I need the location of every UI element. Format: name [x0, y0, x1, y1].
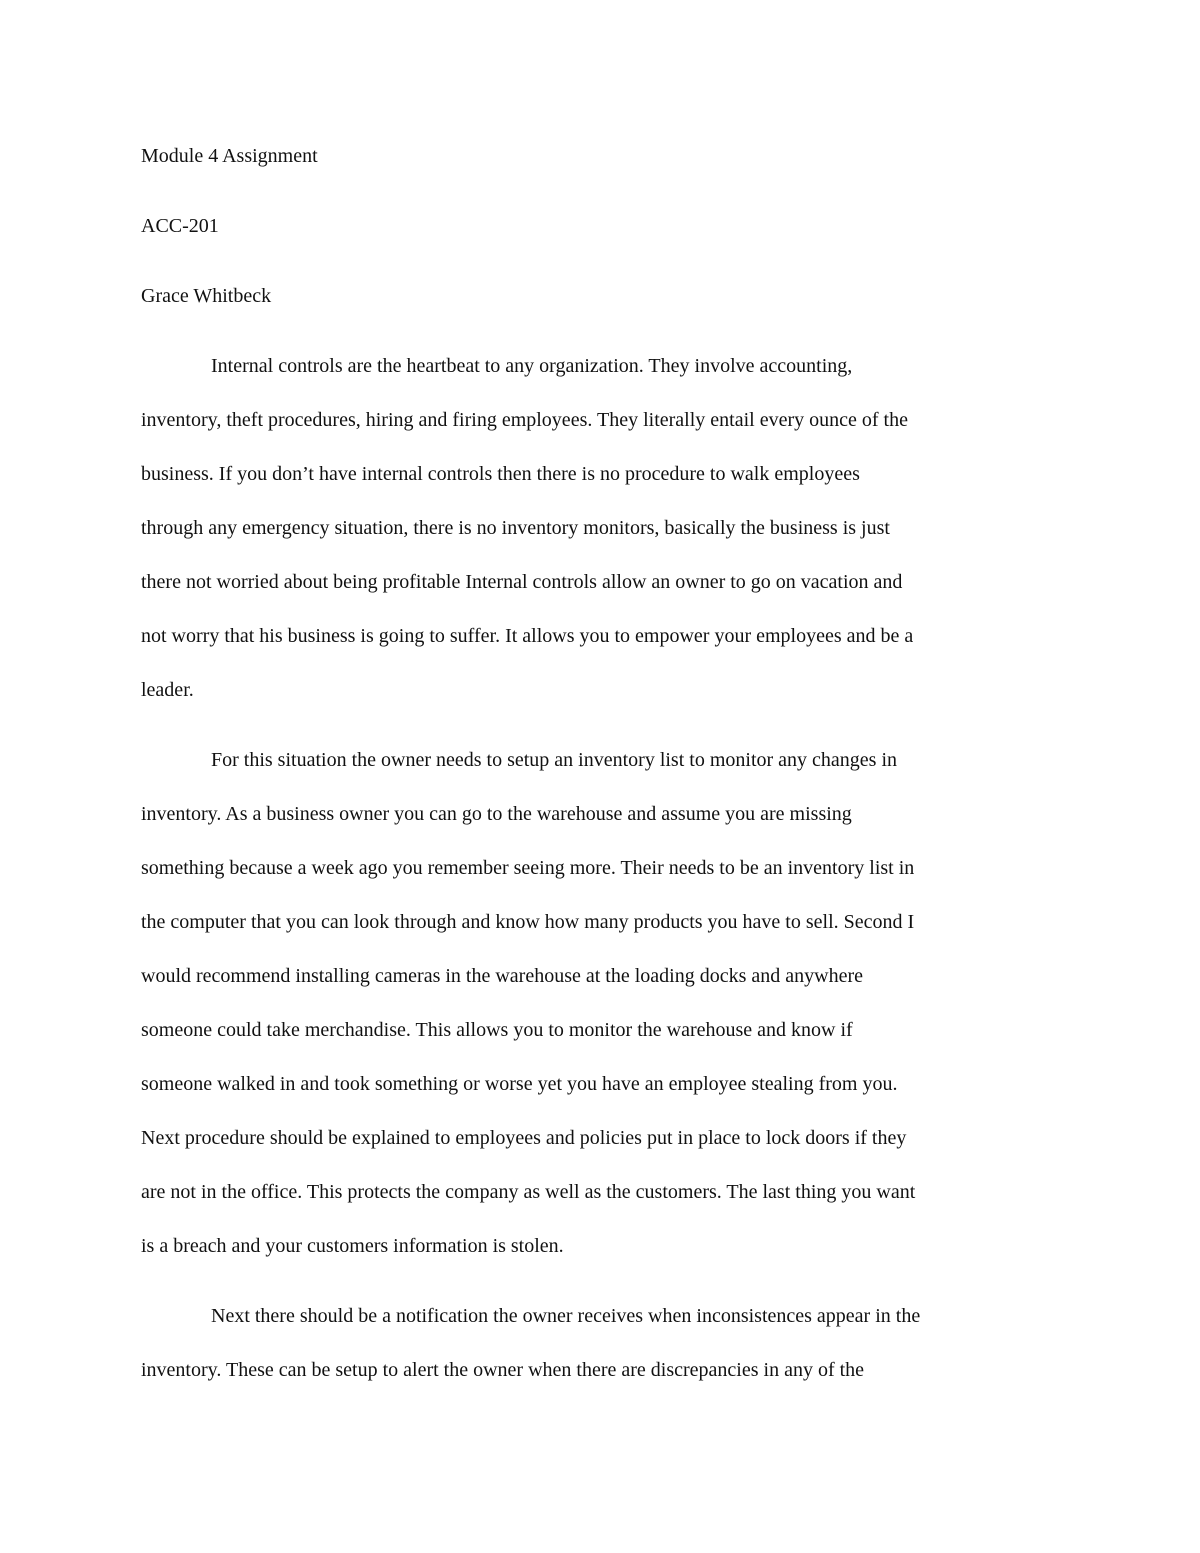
paragraph-line: through any emergency situation, there is no inventory monitors, basically the business is just [141, 517, 890, 539]
paragraph-line: Internal controls are the heartbeat to any organization. They involve accounting, [211, 355, 853, 377]
paragraph-line: inventory, theft procedures, hiring and firing employees. They literally entail every ounce of the [141, 409, 908, 431]
paragraph-line: For this situation the owner needs to setup an inventory list to monitor any changes in [211, 749, 898, 771]
paragraph-line: someone could take merchandise. This allows you to monitor the warehouse and know if [141, 1019, 853, 1041]
paragraph-line: something because a week ago you remember seeing more. Their needs to be an inventory list in [141, 857, 915, 879]
paragraph-line: Next procedure should be explained to employees and policies put in place to lock doors if they [141, 1127, 907, 1149]
author-name: Grace Whitbeck [141, 285, 272, 307]
paragraph-line: are not in the office. This protects the company as well as the customers. The last thing you want [141, 1181, 916, 1203]
paragraph-line: business. If you don’t have internal controls then there is no procedure to walk employees [141, 463, 860, 485]
paragraph-line: inventory. As a business owner you can go to the warehouse and assume you are missing [141, 803, 852, 825]
paragraph-line: would recommend installing cameras in the warehouse at the loading docks and anywhere [141, 965, 863, 987]
paragraph-line: there not worried about being profitable Internal controls allow an owner to go on vacation and [141, 571, 903, 593]
paragraph-line: leader. [141, 679, 194, 701]
paragraph-line: Next there should be a notification the owner receives when inconsistences appear in the [211, 1305, 921, 1327]
paragraph-line: not worry that his business is going to suffer. It allows you to empower your employees and be a [141, 625, 914, 647]
paragraph-line: is a breach and your customers information is stolen. [141, 1235, 564, 1257]
course-code: ACC-201 [141, 215, 219, 237]
paragraph-line: inventory. These can be setup to alert the owner when there are discrepancies in any of the [141, 1359, 865, 1381]
assignment-title: Module 4 Assignment [141, 145, 318, 167]
paragraph-line: the computer that you can look through and know how many products you have to sell. Second I [141, 911, 915, 933]
paragraph-line: someone walked in and took something or worse yet you have an employee stealing from you. [141, 1073, 898, 1095]
